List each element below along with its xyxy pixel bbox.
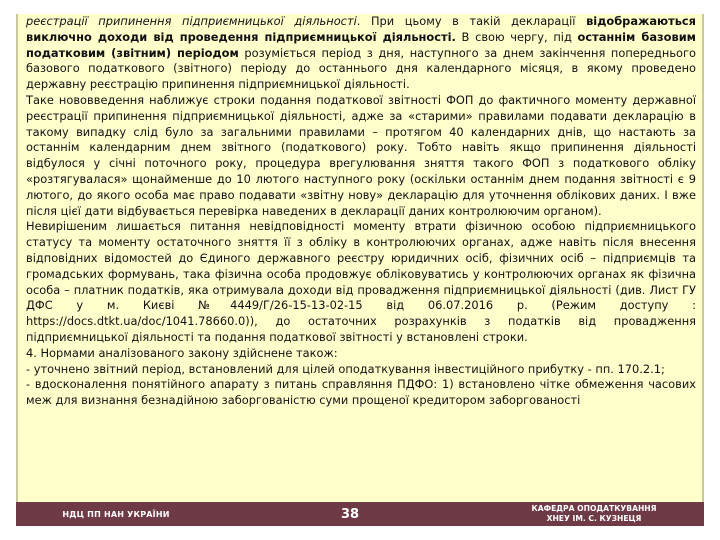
text-run: . При цьому в такій декларації [356, 14, 587, 28]
overlap-region [26, 219, 696, 408]
page-number: 38 [340, 506, 360, 522]
italic-term: реєстрації припинення підприємницької діяльності [26, 14, 357, 28]
text-run: В свою чергу, під [455, 29, 578, 44]
content-area [16, 14, 704, 502]
overlay-text-block [26, 346, 696, 409]
paragraph-2: Таке нововведення наближує строки подання податкової звітності ФОП до фактичного моменту державної реєстрації припинення підприємницької діяльності, адже за «старими» правилами подавати декларацію в такому випадку слід було за загальними правилами – протягом 40 календарних днів, що настають за останнім календарним днем звітного (податкового) року. Тобто навіть якщо припинення діяльності відбулося у січні поточного року, процедура врегулювання зняття такого ФОП з податкового обліку «розтягувалася» щонайменше до 10 лютого наступного року (оскільки останнім днем подання звітності є 9 лютого, до якого особа має право подавати «звітну нову» декларацію для уточнення облікових даних. І вже після цієї дати відбувається перевірка наведених в декларації даних контролюючим органом). [26, 92, 696, 218]
list-item: - вдосконалення понятійного апарату з питань справляння ПДФО: 1) встановлено чітке обмеження часових меж для визнання безнадійною заборгованістю суми прощеної кредитором заборгованості [26, 377, 696, 408]
text-run: розуміється період з дня, наступного за днем закінчення попереднього базового податкового (звітного) періоду до останнього дня календарного місяця, в якому проведено державну реєстрацію припинення підприємницької діяльності. [26, 45, 696, 92]
bold-statement: відображаються виключно доходи від проведення підприємницької діяльності. [26, 14, 696, 44]
list-heading: 4. Нормами аналізованого закону здійснене також: [26, 345, 338, 360]
footer-department-line: КАФЕДРА ОПОДАТКУВАННЯ [531, 504, 657, 513]
footer-institution: НДЦ ПП НАН УКРАЇНИ [62, 509, 170, 519]
paragraph-3: Невирішеним лишається питання невідповідності моменту втрати фізичною особою підприємницького статусу та моменту остаточного зняття її з обліку в контролюючих органах, адже навіть після внесення відповідних відомостей до Єдиного державного реєстру юридичних осіб, фізичних осіб – підприємців та громадських формувань, така фізична особа продовжує обліковуватись у контролюючих органах як фізична особа – платник податків, яка отримувала доходи від провадження підприємницької діяльності (див. Лист ГУ ДФС у м. Києві №4449/Г/26-15-13-02-15 від 06.07.2016 р. (Режим доступу : https://docs.dtkt.ua/doc/1041.78660.0)), до остаточних розрахунків з податків від провадження підприємницької діяльності та подання податкової звітності у встановлені строки. [26, 219, 696, 344]
footer-bar [16, 502, 704, 526]
list-item: - уточнено звітний період, встановлений для цілей оподаткування інвестиційного прибутку - пп. 170.2.1; [26, 361, 665, 376]
footer-department-line: ХНЕУ ІМ. С. КУЗНЕЦЯ [546, 514, 642, 523]
footer-department [494, 504, 694, 524]
bold-term: останнім базовим податковим (звітним) періодом [26, 29, 696, 60]
paragraph-1 [26, 14, 696, 93]
